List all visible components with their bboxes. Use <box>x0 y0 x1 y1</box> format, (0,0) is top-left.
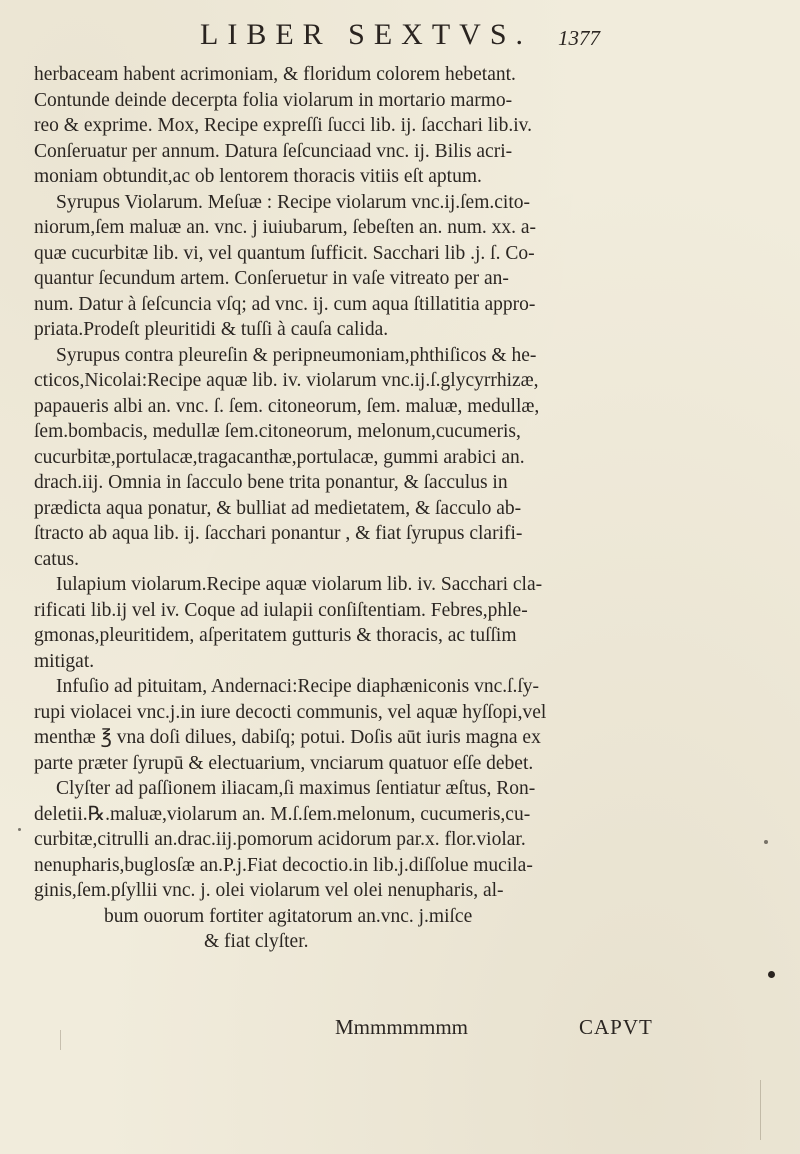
show-through-mark <box>60 1030 61 1050</box>
text-line: menthæ ℥ vna doſi dilues, dabiſq; potui. Doſis aūt iuris magna ex <box>34 727 541 748</box>
ink-speck <box>18 828 21 831</box>
text-line: drach.iij. Omnia in ſacculo bene trita ponantur, & ſacculus in <box>34 472 508 493</box>
text-line: cticos,Nicolai:Recipe aquæ lib. iv. violarum vnc.ij.ſ.glycyrrhizæ, <box>34 370 539 391</box>
ink-speck <box>764 840 768 844</box>
text-line: rificati lib.ij vel iv. Coque ad iulapii conſiſtentiam. Febres,phle- <box>34 599 528 621</box>
text-line: Syrupus Violarum. Meſuæ : Recipe violarum vnc.ij.ſem.cito- <box>56 191 530 213</box>
text-line: moniam obtundit,ac ob lentorem thoracis vitiis eſt aptum. <box>34 166 482 187</box>
text-line: gmonas,pleuritidem, aſperitatem gutturis & thoracis, ac tuſſim <box>34 625 517 646</box>
text-line: bum ouorum fortiter agitatorum an.vnc. j.miſce <box>104 905 473 927</box>
text-line: parte præter ſyrupū & electuarium, vnciarum quatuor eſſe debet. <box>34 752 534 774</box>
text-line: ſem.bombacis, medullæ ſem.citoneorum, melonum,cucumeris, <box>34 421 521 442</box>
text-line: deletii.℞.maluæ,violarum an. M.ſ.ſem.melonum, cucumeris,cu- <box>34 803 531 825</box>
text-line: herbaceam habent acrimoniam, & floridum colorem hebetant. <box>34 64 516 85</box>
text-line: ginis,ſem.pſyllii vnc. j. olei violarum vel olei nenupharis, al- <box>34 880 504 901</box>
text-line: reo & exprime. Mox, Recipe expreſſi ſucci lib. ij. ſacchari lib.iv. <box>34 115 532 136</box>
running-head <box>200 18 780 58</box>
text-line: nenupharis,buglosſæ an.P.j.Fiat decoctio.in lib.j.diſſolue mucila- <box>34 854 533 876</box>
text-line: priata.Prodeſt pleuritidi & tuſſi à cauſa calida. <box>34 319 389 340</box>
text-line: Infuſio ad pituitam, Andernaci:Recipe diaphæniconis vnc.ſ.ſy- <box>56 676 540 697</box>
text-line: Iulapium violarum.Recipe aquæ violarum lib. iv. Sacchari cla- <box>56 574 543 595</box>
text-line: niorum,ſem maluæ an. vnc. j iuiubarum, ſebeſten an. num. xx. a- <box>34 217 537 238</box>
text-line: Syrupus contra pleureſin & peripneumoniam,phthiſicos & he- <box>56 344 537 366</box>
ink-speck <box>768 971 775 978</box>
text-line: rupi violacei vnc.j.in iure decocti communis, vel aquæ hyſſopi,vel <box>34 701 547 723</box>
text-line: & fiat clyſter. <box>204 931 309 952</box>
text-line: cucurbitæ,portulacæ,tragacanthæ,portulacæ, gummi arabici an. <box>34 446 525 468</box>
text-line: curbitæ,citrulli an.drac.iij.pomorum acidorum par.x. flor.violar. <box>34 829 526 850</box>
text-line: num. Datur à ſeſcuncia vſq; ad vnc. ij. cum aqua ſtillatitia appro- <box>34 293 536 315</box>
text-line: quæ cucurbitæ lib. vi, vel quantum ſufficit. Sacchari lib .j. ſ. Co- <box>34 242 535 264</box>
catchword: CAPVT <box>579 1015 653 1039</box>
text-line: Clyſter ad paſſionem iliacam,ſi maximus ſentiatur æſtus, Ron- <box>56 778 536 799</box>
text-line: Contunde deinde decerpta folia violarum in mortario marmo- <box>34 89 513 111</box>
page-number: 1377 <box>558 26 600 50</box>
text-line: Conſeruatur per annum. Datura ſeſcunciaad vnc. ij. Bilis acri- <box>34 140 513 162</box>
text-line: mitigat. <box>34 650 95 672</box>
show-through-mark <box>760 1080 761 1140</box>
text-line: ſtracto ab aqua lib. ij. ſacchari ponantur , & fiat ſyrupus clarifi- <box>34 523 523 544</box>
text-line: papaueris albi an. vnc. ſ. ſem. citoneorum, ſem. maluæ, medullæ, <box>34 395 540 417</box>
text-line: quantur ſecundum artem. Conſeruetur in vaſe vitreato per an- <box>34 268 509 289</box>
signature-mark: Mmmmmmmm <box>335 1015 469 1039</box>
body-text <box>34 62 764 955</box>
page-footer <box>0 1015 800 1049</box>
text-line: catus. <box>34 548 79 570</box>
running-title: LIBER SEXTVS. <box>200 18 533 51</box>
text-line: prædicta aqua ponatur, & bulliat ad medietatem, & ſacculo ab- <box>34 497 522 519</box>
